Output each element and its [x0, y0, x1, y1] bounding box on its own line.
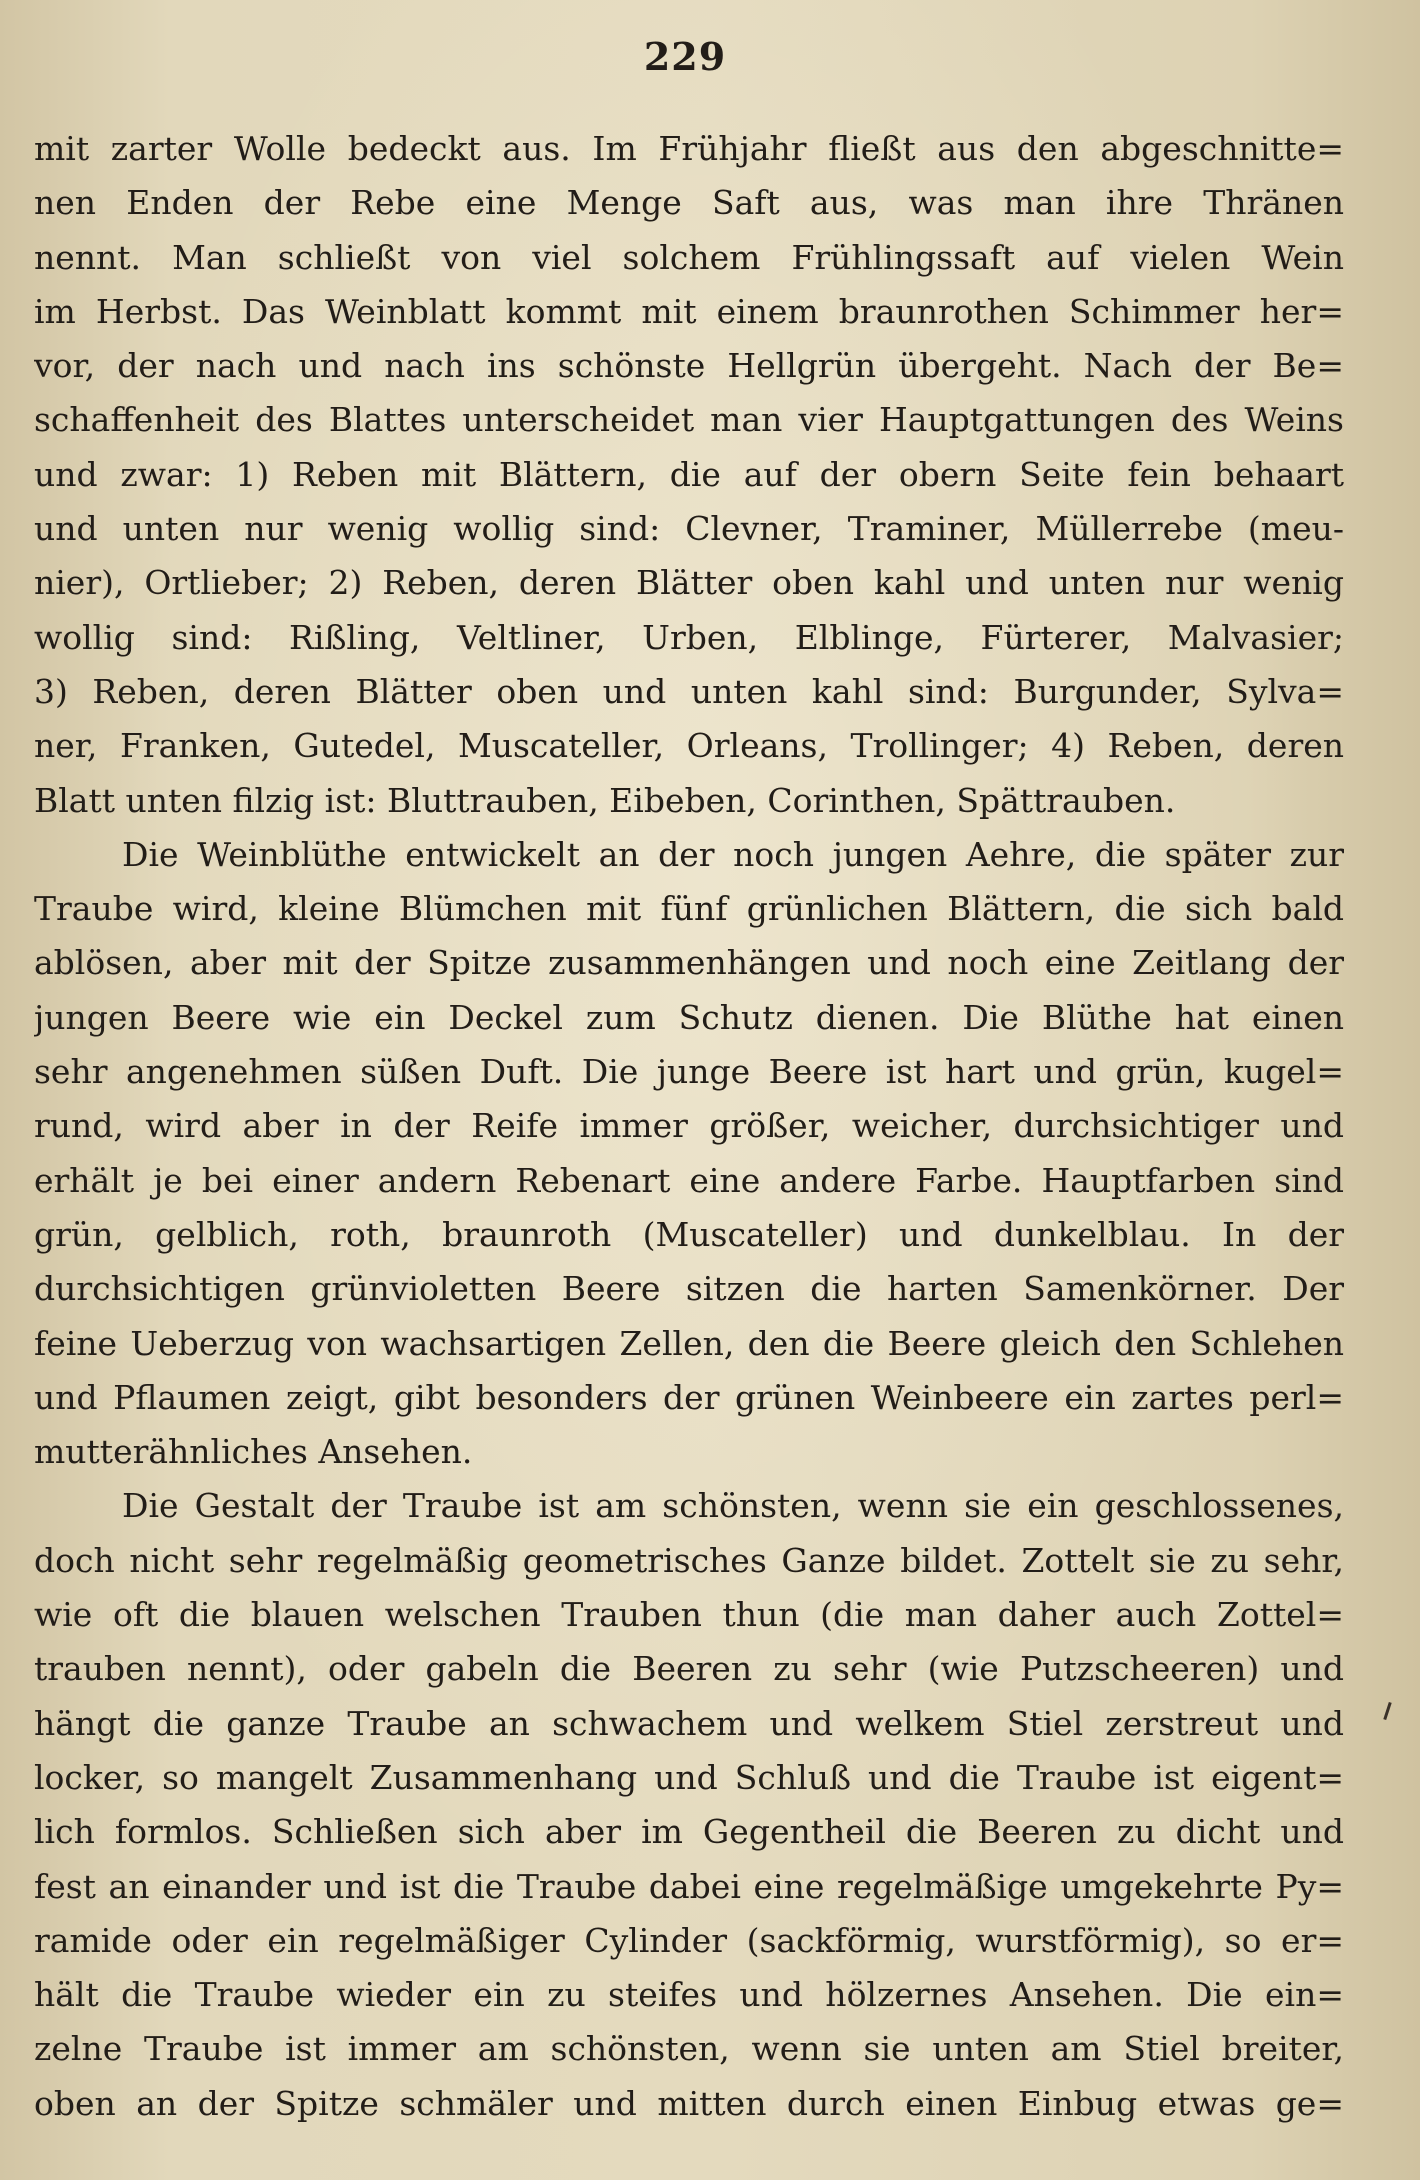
text-line: erhält je bei einer andern Rebenart eine andere Farbe. Hauptfarben sind	[34, 1160, 1344, 1200]
text-line: nier), Ortlieber; 2) Reben, deren Blätter oben kahl und unten nur wenig	[34, 563, 1344, 603]
text-line: lich formlos. Schließen sich aber im Gegentheil die Beeren zu dicht und	[34, 1812, 1344, 1852]
text-line: 3) Reben, deren Blätter oben und unten kahl sind: Burgunder, Sylva=	[34, 671, 1344, 711]
text-line: grün, gelblich, roth, braunroth (Muscateller) und dunkelblau. In der	[34, 1214, 1344, 1254]
text-line: und zwar: 1) Reben mit Blättern, die auf der obern Seite fein behaart	[34, 454, 1344, 494]
text-line: nen Enden der Rebe eine Menge Saft aus, was man ihre Thränen	[34, 183, 1344, 223]
text-line: und unten nur wenig wollig sind: Clevner, Traminer, Müllerrebe (meu-	[34, 509, 1344, 549]
text-line: jungen Beere wie ein Deckel zum Schutz dienen. Die Blüthe hat einen	[34, 997, 1344, 1037]
page-number: 229	[643, 34, 727, 79]
text-line: Blatt unten filzig ist: Bluttrauben, Eibeben, Corinthen, Spättrauben.	[34, 780, 1176, 820]
text-line: im Herbst. Das Weinblatt kommt mit einem braunrothen Schimmer her=	[34, 291, 1344, 331]
text-line: schaffenheit des Blattes unterscheidet man vier Hauptgattungen des Weins	[34, 400, 1344, 440]
text-line: vor, der nach und nach ins schönste Hellgrün übergeht. Nach der Be=	[34, 346, 1344, 386]
text-line: hängt die ganze Traube an schwachem und welkem Stiel zerstreut und	[34, 1703, 1344, 1743]
text-line: ramide oder ein regelmäßiger Cylinder (sackförmig, wurstförmig), so er=	[34, 1920, 1344, 1960]
text-line: zelne Traube ist immer am schönsten, wenn sie unten am Stiel breiter,	[34, 2029, 1344, 2069]
text-line: ner, Franken, Gutedel, Muscateller, Orleans, Trollinger; 4) Reben, deren	[34, 726, 1344, 766]
text-line: Traube wird, kleine Blümchen mit fünf grünlichen Blättern, die sich bald	[34, 889, 1344, 929]
text-line: hält die Traube wieder ein zu steifes und hölzernes Ansehen. Die ein=	[34, 1975, 1344, 2015]
text-line: rund, wird aber in der Reife immer größer, weicher, durchsichtiger und	[34, 1106, 1344, 1146]
text-line: sehr angenehmen süßen Duft. Die junge Beere ist hart und grün, kugel=	[34, 1052, 1344, 1092]
text-line: trauben nennt), oder gabeln die Beeren zu sehr (wie Putzscheeren) und	[34, 1649, 1344, 1689]
text-line: wie oft die blauen welschen Trauben thun (die man daher auch Zottel=	[34, 1595, 1344, 1635]
body-text	[34, 122, 1344, 2131]
text-line: fest an einander und ist die Traube dabei eine regelmäßige umgekehrte Py=	[34, 1866, 1344, 1906]
text-line: locker, so mangelt Zusammenhang und Schluß und die Traube ist eigent=	[34, 1757, 1344, 1797]
text-line: wollig sind: Rißling, Veltliner, Urben, Elblinge, Fürterer, Malvasier;	[34, 617, 1344, 657]
text-line: mit zarter Wolle bedeckt aus. Im Frühjahr fließt aus den abgeschnitte=	[34, 129, 1344, 168]
text-line: doch nicht sehr regelmäßig geometrisches Ganze bildet. Zottelt sie zu sehr,	[34, 1540, 1344, 1580]
text-line: mutterähnliches Ansehen.	[34, 1432, 473, 1472]
text-line: Die Weinblüthe entwickelt an der noch jungen Aehre, die später zur	[122, 834, 1344, 874]
text-line: Die Gestalt der Traube ist am schönsten, wenn sie ein geschlossenes,	[122, 1486, 1344, 1526]
margin-pencil-mark	[1383, 1702, 1391, 1720]
text-line: feine Ueberzug von wachsartigen Zellen, den die Beere gleich den Schlehen	[34, 1323, 1344, 1363]
text-line: nennt. Man schließt von viel solchem Frühlingssaft auf vielen Wein	[34, 237, 1344, 277]
text-line: und Pflaumen zeigt, gibt besonders der grünen Weinbeere ein zartes perl=	[34, 1377, 1344, 1417]
text-line: oben an der Spitze schmäler und mitten durch einen Einbug etwas ge=	[34, 2083, 1344, 2123]
text-line: ablösen, aber mit der Spitze zusammenhängen und noch eine Zeitlang der	[34, 943, 1344, 983]
text-line: durchsichtigen grünvioletten Beere sitzen die harten Samenkörner. Der	[34, 1269, 1344, 1309]
